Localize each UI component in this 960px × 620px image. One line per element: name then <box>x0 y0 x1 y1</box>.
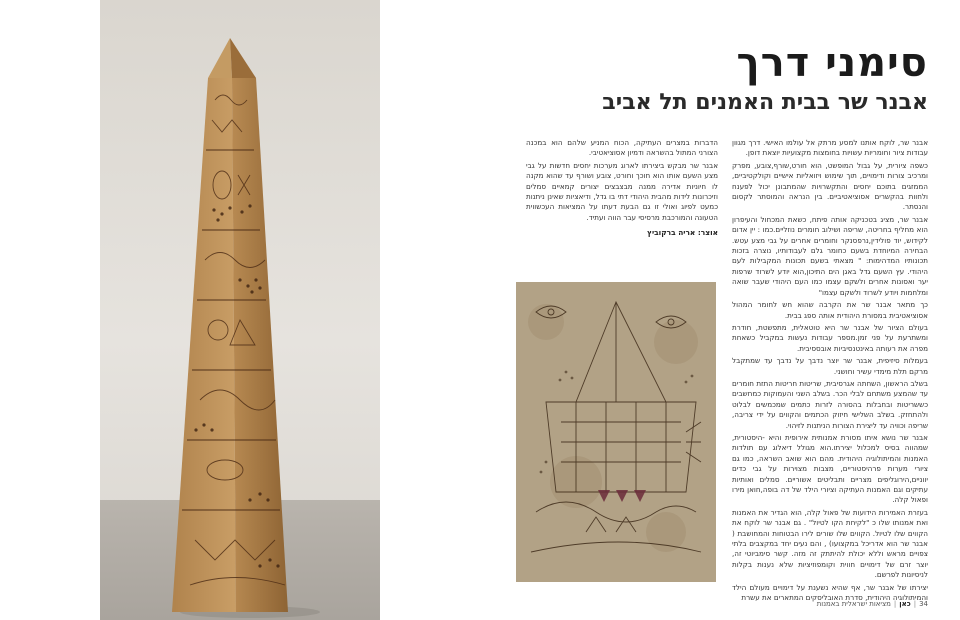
cork-painting-image <box>516 282 716 582</box>
magazine-name: כאן <box>899 600 911 608</box>
page-footer: 34|כאן|מציאות ישראלית באמנות <box>816 600 928 608</box>
section-name: מציאות ישראלית באמנות <box>816 600 891 608</box>
obelisk-sculpture-image <box>100 0 380 620</box>
article-page <box>498 0 960 620</box>
curator-credit: אוצר: אריה ברקוביץ <box>647 228 718 237</box>
paragraph: בעזרת האמירות הידועות של פאול קלה, הוא הגדיר את האמנות ואת אמנותו שלו כ "לקיחת הקו לטיול" . גם אבנר שר לוקח את הקווים שלו לטיול. הקווים שלו שורים לירו הבטוחות והמחושבת ( אבנר שר הוא אדריכל במקצועו) , והם נעים יחד במקצבים בלתי צפויים מראש וללא יכולת להיתתק זה מזה. קשר סימביוטי זה, יוצר זרם של דימויים חווית וקומפוזיציות שלא נענות בקלות לניסיונות לפרשם. <box>732 507 928 580</box>
text-column-right <box>732 138 928 605</box>
paragraph: כשפה ציורית, על גבול המופשט, הוא חורט,שורף,צובע, מפרק ומרכיב צורות ודימויים, תוך שימוש ויזואליות אישיים וקולקטיביים, הממזגים בתוכם יחסים והתקשרויות שהמתבונן יכול לפענח ולחוות בהקשרים אסוציאטיביים. בין הנראה והמוסתר לקסום והנסתר. <box>732 160 928 212</box>
article-subtitle: אבנר שר בבית האמנים תל אביב <box>602 90 928 115</box>
article-title: סימני דרך <box>736 40 928 86</box>
paragraph: בעמלות סיזיפית, אבנר שר יוצר נדבך על נדבך עד שמתקבל מרקם תלת מימדי עשיר וחושני. <box>732 356 928 376</box>
text-column-left <box>526 138 718 225</box>
paragraph: אבנר שר נושא איתו מסורת אמנותית אירופית והיא -היסטורית, שמהווה בסיס למכלול יצירתו.הוא מגולל דיאלוג עם תולדות האמנות והמיתולוגיה היהודית. מהם הוא שואב השראה, כמו גם ציורי מערות פרהיסטוריים, מצבות מצוירות על גבי כדים יווניים,הירוגליפים מצריים ותבליטים אשוריים. סמלים ואותיות עתיקים וגם האמנות העתיקה וציורי הילד של דה בופה,חואן מירו ופאול קלה. <box>732 432 928 505</box>
paragraph: אבנר שר, לוקח אותנו למסע מרתק אל עולמו האישי. דרך מגוון עבודות ציור וחומריות עשויות בחומצות מקצועיות יוצאת דופן. <box>732 138 928 158</box>
obelisk-photo <box>100 0 380 620</box>
page-number: 34 <box>919 600 928 608</box>
paragraph: בעולם הציור של אבנר שר היא טוטאלית, מתפשטת, חודרת ומשתרעת על פני זמן.מספר עבודות נעשות במקביל כשאחת מפרה את רעותה באינטנסיביות אובססיבית. <box>732 322 928 353</box>
paragraph: יצירתו של אבנר שר, אף שהיא נשענת על דימויים מעולם הילד והמיתולוגיה היהודית, סדרת האובליסקים המתארים את עשרת <box>732 582 928 603</box>
paragraph: בשלב הראשון, השחתה אגרסיבית, שריטות חריטות התזת חומרים עד שהמצע משתחם לבלי הכר. בשלב השני והעמוקות כמחשבים כששריטות ובחבלות בהסורה לזרות כתמים שמכמשים לבלוט ולהתחזק. בשלב השלישי חיזוק הכתמים והקווים על ידי צריבה, שריפה וכוויה עד ליצירת הצורות הניתנות לזיהוי. <box>732 378 928 430</box>
paragraph: כך מתאר אבנר שר את הקרבה שהוא חש לחומר המהול אסוציאטיבית במסורת היהודית אותה ספג בבית. <box>732 300 928 320</box>
paragraph: אבנר שר, מציג בטכניקה אותה פיתח, כשאת המכחול והעיפרון הוא מחליף בחריטה, שריפה ושילוב חומרים נוזליים.כמו : יין אדום לקידוש, יוד פולידין,נרפסנקר וחומרים אחרים על גבי מצע עטש. הבחירה המיוחדת בשעם כחומר גלם לעבודותיו, נוצרה בזכות תכונותיו המדהימות: " מצאתי בשעם תכונות המקבילות לעם היהודי. עץ השעם גדל באגן הים התיכון,הוא יודע לשרוד שרפות יער ואסונות אחרים ולשקם עצמו כמו העם היהודי שעבר שואה ומלחמות ויודע לשרוד ולשקם עצמו" <box>732 214 928 297</box>
paragraph: הדברות במצרים העתיקה, הכוח המניע שלהם הוא במכנה הצורני המתול בהשראה ודמיון אסוציאטיבי. <box>526 138 718 158</box>
paragraph: אבנר שר מבקש ביצירתו לארוג מערכות יחסים חדשות על גבי מצע השעם אותו הוא חוכך וחורט, צובע ושורף עד שהוא מקנה לו חיוניות אדירה ממנה מבצבצים יצורים קמאיים סמלים וזיכרונות לידות מהבית היהודי דתי בו גדל, ודיאציות שאינן ניתנות כמעט לפיוג ואולי זו גם הבעת דעתו על המציאות העכשווית הטעונה והמורכבת מרסיסי עבר הווה ועתיד. <box>526 160 718 222</box>
